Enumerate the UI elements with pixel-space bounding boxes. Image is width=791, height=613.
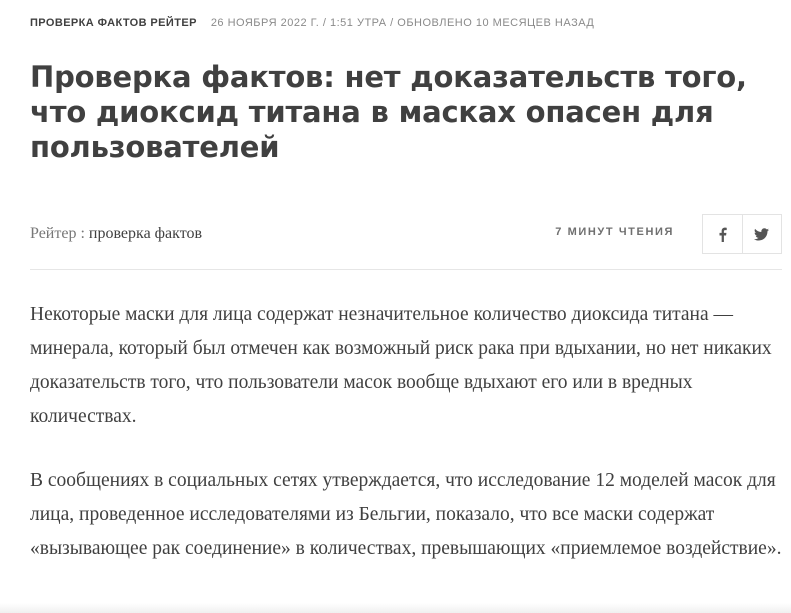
article-paragraph-1: Некоторые маски для лица содержат незначительное количество диоксида титана — минерала, который был отмечен как возможный риск рака при вдыхании, но нет никаких доказательств того, что пользователи масок вообще вдыхают его или в вредных количествах. bbox=[30, 304, 772, 427]
article-headline: Проверка фактов: нет доказательств того, что диоксид титана в масках опасен для пользователей bbox=[30, 60, 747, 164]
article-paragraph-2: В сообщениях в социальных сетях утверждается, что исследование 12 моделей масок для лица, проведенное исследователями из Бельгии, показало, что все маски содержат «вызывающее рак соединение» в количествах, превышающих «приемлемое воздействие». bbox=[30, 470, 782, 559]
byline-separator: : bbox=[76, 225, 89, 242]
bottom-fade bbox=[0, 603, 791, 613]
byline-divider bbox=[30, 269, 782, 270]
read-time: 7 МИНУТ ЧТЕНИЯ bbox=[555, 226, 674, 238]
article-timestamp: 26 НОЯБРЯ 2022 Г. / 1:51 УТРА / ОБНОВЛЕНО 10 МЕСЯЦЕВ НАЗАД bbox=[210, 17, 595, 29]
facebook-icon bbox=[718, 227, 727, 242]
section-link[interactable]: ПРОВЕРКА ФАКТОВ РЕЙТЕР bbox=[30, 17, 197, 29]
share-buttons bbox=[702, 214, 782, 254]
twitter-share-button[interactable] bbox=[742, 215, 781, 253]
byline-row bbox=[30, 214, 782, 254]
byline bbox=[30, 224, 202, 244]
byline-agency: Рейтер bbox=[30, 225, 77, 242]
article-body bbox=[30, 298, 782, 596]
facebook-share-button[interactable] bbox=[703, 215, 742, 253]
article-meta bbox=[30, 14, 782, 32]
twitter-icon bbox=[754, 228, 769, 241]
byline-topic-link[interactable]: проверка фактов bbox=[88, 225, 203, 242]
